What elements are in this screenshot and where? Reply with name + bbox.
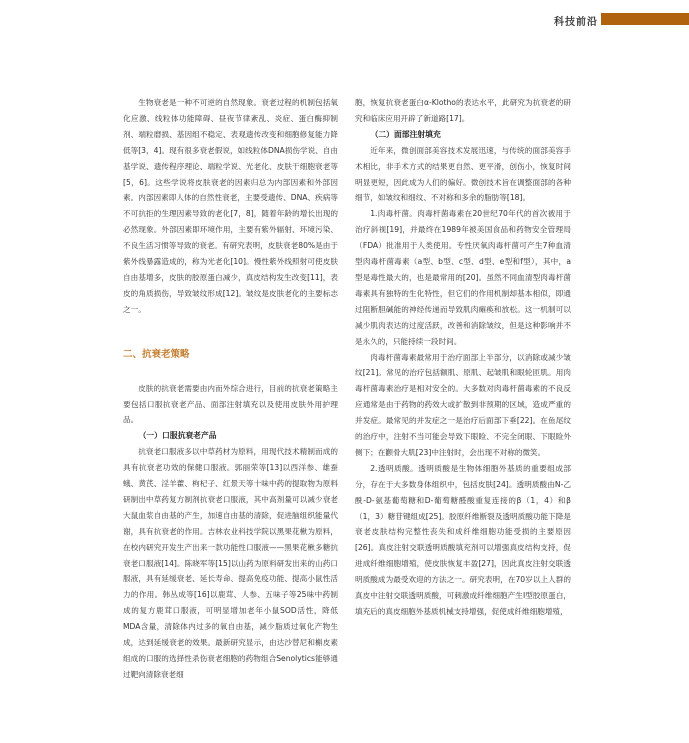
hyaluronic-paragraph: 2.透明质酸。透明质酸是生物体细胞外基质的重要组成部分，存在于大多数身体组织中，包括皮肤[24]。透明质酸由N-乙酰-D-氨基葡萄糖和D-葡萄糖醛酸重复连接的β（1，4）和β（1，3）糖苷键组成[25]。胶原纤维断裂及透明质酸功能下降是衰老皮肤结构完整性丧失和成纤维细胞功能受损的主要原因[26]。真皮注射交联透明质酸填充剂可以增强真皮结构支持，促进成纤维细胞增殖，使皮肤恢复丰盈[27]，因此真皮注射交联透明质酸成为最受欢迎的方法之一。研究表明，在70岁以上人群的真皮中注射交联透明质酸，可刺激成纤维细胞产生I型胶原蛋白，填充后的真皮细胞外基质机械支持增强，促使成纤维细胞增殖， <box>355 463 571 616</box>
strategy-paragraph: 皮肤的抗衰老需要由内而外综合进行，目前的抗衰老策略主要包括口服抗衰老产品、面部注射填充以及使用皮肤外用护理品。 <box>123 383 338 425</box>
right-column <box>355 95 571 620</box>
botox-paragraph: 1.肉毒杆菌。肉毒杆菌毒素在20世纪70年代的首次被用于治疗斜视[19]，并最终在1989年被美国食品和药物安全管理局（FDA）批准用于人类使用。专性厌氧肉毒杆菌可产生7种血清型肉毒杆菌毒素（a型、b型、c型、d型、e型和f型），其中，a型是毒性最大的，也是最常用的[20]。虽然不同血清型肉毒杆菌毒素具有独特的生化特性，但它们的作用机制却基本相似，即通过阻断胆碱能的神经传递而导致肌肉瘫痪和放松。这一机制可以减少肌肉表达的过度活跃，改善和消除皱纹，但是这种影响并不是永久的，只能持续一段时间。 <box>355 209 571 346</box>
left-column <box>123 95 338 683</box>
oral-paragraph: 抗衰老口服液多以中草药材为原料，用现代技术精制而成的具有抗衰老功效的保健口服液。郭丽荣等[13]以西洋参、雄蚕蛾、黄芪、淫羊藿、枸杞子、红景天等十味中药的提取物为原料研制出中草药复方制剂抗衰老口服液，其中高剂量可以减少衰老大鼠血浆自由基的产生，加速自由基的清除，促进脑组织能量代谢，具有抗衰老的作用。吉林农业科技学院以黑果花楸为原料，在校内研究开发生产出来一款功能性口服液——黑果花楸多糖抗衰老口服液[14]。陈晓军等[15]以山药为原料研发出来的山药口服液，具有延缓衰老、延长寿命、提高免疫功能、提高小鼠性活力的作用。韩丛成等[16]以鹿茸、人参、五味子等25味中药制成的复方鹿茸口服液，可明显增加老年小鼠SOD活性，降低MDA含量，清除体内过多的氧自由基，减少脂质过氧化产物生成，达到延缓衰老的效果。最新研究显示，由达沙替尼和槲皮素组成的口服的选择性杀伤衰老细胞的药物组合Senolytics能够通过靶向清除衰老细 <box>123 447 338 679</box>
botox-paragraph-2: 肉毒杆菌毒素最常用于治疗面部上半部分，以消除或减少皱纹[21]。常见的治疗包括额肌、原肌、起皱肌和眼轮匝肌。用肉毒杆菌毒素治疗是相对安全的。大多数对肉毒杆菌毒素的不良反应通常是由于药物的药效大或扩散到非预期的区域，造成严重的并发症。最常见的并发症之一是治疗后面部下垂[22]。在鱼尾纹的治疗中，注射不当可能会导致下眼睑、不完全闭眼、下眼睑外侧下；在颧骨大肌[23]中注射时，会出现不对称的微笑。 <box>355 352 571 457</box>
header-accent-bar <box>601 13 689 25</box>
injection-paragraph: 近年来，微创面部美容技术发展迅速，与传统的面部美容手术相比，非手术方式的结果更自然、更平滑，创伤小，恢复时间明显更短，因此成为人们的偏好。微创技术旨在调整面部的各种细节，如皱纹和细纹、不对称和多余的脂肪等[18]。 <box>355 145 571 203</box>
subsection-title-oral: （一）口服抗衰老产品 <box>138 431 217 441</box>
section-label: 科技前沿 <box>554 17 598 28</box>
continuation-paragraph: 胞，恢复抗衰老蛋白α-Klotho的表达水平，此研究为抗衰老的研究和临床应用开辟了新道路[17]。 <box>355 98 571 123</box>
intro-paragraph: 生物衰老是一种不可逆的自然现象。衰老过程的机制包括氧化应激、线粒体功能障碍、昼夜节律紊乱、炎症、蛋白酶抑制剂、端粒磨损、基因组不稳定、表观遗传改变和细胞修复能力降低等[3，4]。现有很多衰老假说，如线粒体DNA损伤学说、自由基学说、遗传程序理论、端粒学说、光老化、皮肤干细胞衰老等[5，6]。这些学说将皮肤衰老的因素归总为内部因素和外部因素。内部因素即人体的自然性衰老，主要受遗传、DNA、疾病等不可抗拒的生理因素导致的老化[7，8]，随着年龄的增长出现的必然现象。外部因素即环境作用，主要有紫外辐射、环境污染、不良生活习惯等导致的衰老。有研究表明，皮肤衰老80%是由于紫外线暴露造成的，称为光老化[10]。慢性紫外线照射可使皮肤自由基增多，皮肤的胶原蛋白减少，真皮结构发生改变[11]，表皮的角质损伤，导致皱纹形成[12]。皱纹是皮肤老化的主要标志之一。 <box>123 98 338 314</box>
subsection-title-injection: （二）面部注射填充 <box>370 129 441 139</box>
section-title: 二、抗衰老策略 <box>123 348 190 360</box>
